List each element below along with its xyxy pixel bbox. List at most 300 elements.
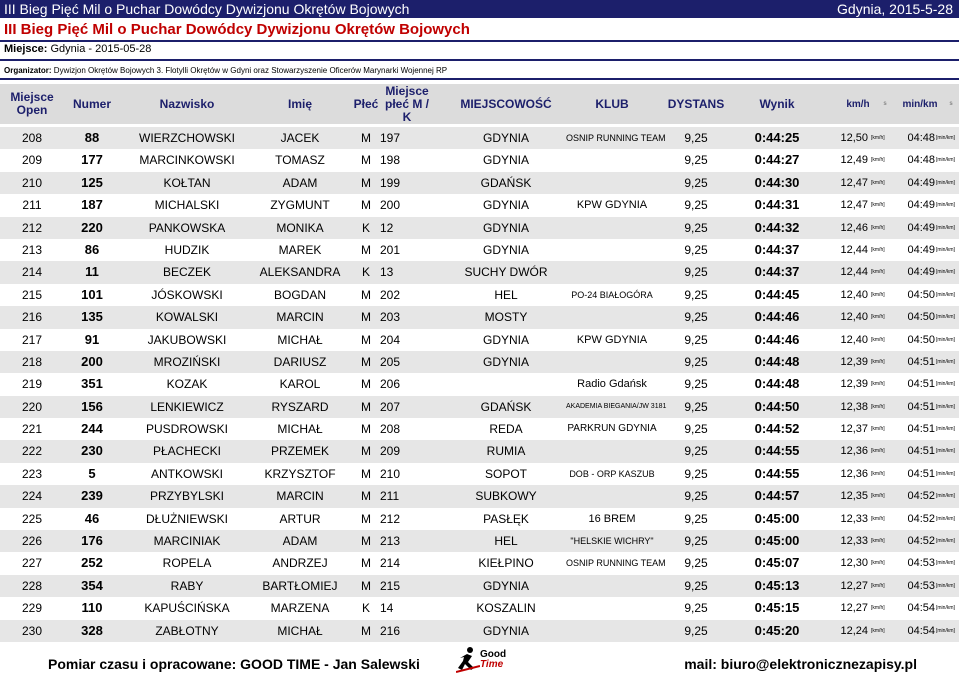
row-surname: ROPELA	[162, 556, 212, 571]
table-row	[0, 172, 959, 194]
row-number: 252	[81, 555, 103, 571]
row-speed: 12,27	[840, 579, 868, 592]
row-pace-unit: [min/km]	[936, 135, 955, 141]
row-city: SUCHY DWÓR	[464, 265, 548, 280]
row-pace: 04:49	[907, 243, 935, 256]
logo-word-good: Good	[480, 649, 507, 660]
organizer-line	[4, 66, 447, 75]
row-distance: 9,25	[684, 265, 708, 280]
table-row	[0, 194, 959, 216]
col-mpk: Miejsce płeć M / K	[384, 83, 429, 124]
row-club: OSNIP RUNNING TEAM	[566, 133, 666, 143]
row-distance: 9,25	[684, 422, 708, 437]
row-gender: K	[361, 265, 370, 280]
row-surname: KOZAK	[166, 377, 208, 392]
row-gender-place: 202	[380, 287, 401, 302]
row-surname: KAPUŚCIŃSKA	[144, 601, 230, 616]
row-surname: PŁACHECKI	[152, 444, 222, 459]
row-speed-unit: [km/h]	[871, 515, 885, 522]
row-distance: 9,25	[684, 354, 708, 369]
row-speed: 12,40	[840, 333, 868, 346]
row-surname: KOWALSKI	[155, 310, 219, 325]
row-distance: 9,25	[684, 377, 708, 392]
row-firstname: ADAM	[282, 175, 318, 190]
row-open: 220	[21, 399, 43, 414]
row-gender-place: 197	[380, 131, 401, 145]
row-surname: KOŁTAN	[163, 175, 211, 190]
table-row	[0, 217, 959, 239]
row-city: HEL	[494, 287, 518, 302]
row-gender-place: 12	[380, 220, 394, 235]
row-speed: 12,33	[840, 535, 868, 548]
row-open: 216	[21, 310, 43, 325]
row-surname: PUSDROWSKI	[145, 422, 228, 437]
top-bar-date: Gdynia, 2015-5-28	[837, 1, 953, 17]
table-row	[0, 440, 959, 462]
row-open: 219	[21, 377, 43, 392]
row-gender-place: 206	[380, 377, 401, 392]
row-club	[566, 485, 658, 507]
row-gender-place: 205	[380, 354, 401, 369]
row-pace-unit: [min/km]	[936, 202, 955, 209]
row-distance: 9,25	[684, 578, 708, 593]
row-result: 0:44:57	[754, 488, 800, 504]
row-speed-unit: [km/h]	[871, 538, 885, 545]
row-number: 200	[81, 353, 103, 369]
row-firstname: MICHAŁ	[277, 332, 323, 347]
row-club	[566, 620, 658, 642]
row-number: 351	[81, 376, 103, 392]
row-open: 224	[21, 489, 43, 504]
row-gender: M	[361, 332, 371, 347]
footer	[0, 640, 959, 676]
row-speed-unit: [km/h]	[871, 358, 885, 365]
row-city: PASŁĘK	[483, 511, 529, 526]
row-firstname: RYSZARD	[271, 399, 329, 414]
row-firstname: KAROL	[279, 377, 321, 392]
row-surname: PRZYBYLSKI	[149, 489, 225, 504]
row-pace: 04:53	[907, 579, 935, 592]
row-pace: 04:49	[907, 221, 935, 234]
row-club: DOB - ORP KASZUB	[569, 468, 655, 479]
row-speed-unit: [km/h]	[871, 202, 885, 209]
row-result: 0:44:48	[754, 376, 800, 392]
row-speed-unit: [km/h]	[871, 627, 885, 634]
row-speed: 12,30	[840, 557, 868, 570]
row-distance: 9,25	[684, 466, 708, 481]
row-distance: 9,25	[684, 489, 708, 504]
row-gender: M	[361, 511, 371, 526]
row-pace-unit: [min/km]	[936, 179, 955, 186]
row-speed-unit: [km/h]	[871, 269, 885, 276]
row-city: REDA	[489, 422, 523, 437]
row-pace-unit: [min/km]	[936, 470, 955, 477]
row-speed-unit: [km/h]	[871, 246, 885, 253]
row-firstname: MARCIN	[276, 310, 324, 325]
row-gender-place: 200	[380, 198, 401, 213]
table-row	[0, 418, 959, 440]
row-gender-place: 208	[380, 422, 401, 437]
row-distance: 9,25	[684, 175, 708, 190]
row-open: 230	[21, 623, 43, 638]
col-numer: Numer	[72, 96, 111, 111]
col-dystans: DYSTANS	[667, 96, 725, 111]
row-club	[566, 261, 658, 283]
row-result: 0:44:50	[754, 398, 800, 414]
row-speed: 12,39	[840, 355, 868, 368]
row-number: 156	[81, 398, 103, 414]
row-club: KPW GDYNIA	[576, 333, 648, 346]
row-surname: PANKOWSKA	[148, 220, 226, 235]
row-gender: M	[361, 578, 371, 593]
row-pace: 04:49	[907, 176, 935, 189]
row-number: 110	[81, 600, 103, 616]
row-pace-unit: [min/km]	[936, 605, 955, 612]
row-firstname: BARTŁOMIEJ	[262, 578, 338, 593]
row-city: SOPOT	[484, 466, 527, 481]
table-row	[0, 485, 959, 507]
row-city: GDYNIA	[482, 578, 529, 593]
runner-icon	[456, 646, 480, 674]
row-result: 0:44:30	[754, 174, 800, 190]
col-minkm: min/km	[902, 98, 938, 110]
row-pace: 04:52	[907, 535, 935, 548]
row-surname: MARCINIAK	[153, 534, 221, 549]
col-open: Miejsce Open	[10, 90, 54, 117]
table-row	[0, 396, 959, 418]
row-speed-unit: [km/h]	[871, 605, 885, 612]
results-table	[0, 127, 959, 642]
row-firstname: PRZEMEK	[270, 444, 329, 459]
row-gender: M	[361, 422, 371, 437]
row-gender-place: 204	[380, 332, 401, 347]
row-city: MOSTY	[484, 310, 528, 325]
row-firstname: ANDRZEJ	[272, 556, 328, 571]
row-open: 225	[21, 511, 43, 526]
row-city: GDYNIA	[482, 623, 529, 638]
row-speed-unit: [km/h]	[871, 314, 885, 321]
row-club	[566, 351, 658, 373]
row-city	[434, 373, 578, 395]
row-surname: MROZIŃSKI	[153, 354, 221, 369]
table-row	[0, 530, 959, 552]
row-speed-unit: [km/h]	[871, 470, 885, 477]
row-surname: MARCINKOWSKI	[139, 153, 235, 168]
col-kmh-unit: s	[883, 100, 887, 107]
row-surname: HUDZIK	[164, 242, 210, 257]
row-pace: 04:48	[907, 132, 935, 144]
row-pace: 04:51	[907, 445, 935, 458]
table-row	[0, 127, 959, 149]
row-firstname: MICHAŁ	[277, 422, 323, 437]
row-firstname: JACEK	[280, 131, 320, 145]
row-number: 176	[81, 533, 103, 549]
row-pace-unit: [min/km]	[936, 582, 955, 589]
row-pace: 04:50	[907, 333, 935, 346]
row-speed: 12,47	[840, 176, 868, 189]
row-pace-unit: [min/km]	[936, 403, 955, 410]
table-row	[0, 284, 959, 306]
row-speed-unit: [km/h]	[871, 448, 885, 455]
row-pace: 04:49	[907, 266, 935, 279]
top-bar-title: III Bieg Pięć Mil o Puchar Dowódcy Dywizjonu Okrętów Bojowych	[4, 1, 410, 17]
col-imie: Imię	[287, 96, 312, 111]
row-open: 214	[21, 265, 43, 280]
row-number: 46	[84, 510, 100, 526]
row-city: KOSZALIN	[476, 601, 536, 616]
row-speed: 12,35	[840, 490, 868, 503]
row-firstname: MARCIN	[276, 489, 324, 504]
row-result: 0:44:32	[754, 219, 800, 235]
row-speed: 12,38	[840, 400, 868, 413]
col-minkm-unit: s	[949, 100, 953, 107]
row-city: KIEŁPINO	[478, 556, 534, 571]
row-gender: M	[361, 444, 371, 459]
row-club	[566, 597, 658, 619]
row-result: 0:44:52	[754, 421, 800, 437]
top-bar	[0, 0, 959, 18]
row-speed: 12,24	[840, 624, 868, 637]
row-gender-place: 198	[380, 153, 401, 168]
place-value: Gdynia - 2015-05-28	[50, 43, 152, 55]
row-speed-unit: [km/h]	[871, 560, 885, 567]
row-speed: 12,27	[840, 602, 868, 615]
row-gender: M	[361, 377, 371, 392]
table-row	[0, 508, 959, 530]
row-result: 0:44:46	[754, 309, 800, 325]
row-club	[566, 440, 658, 462]
table-row	[0, 620, 959, 642]
row-gender-place: 207	[380, 399, 401, 414]
row-gender-place: 210	[380, 466, 401, 481]
row-speed: 12,44	[840, 243, 868, 256]
table-header	[0, 84, 959, 124]
row-number: 239	[81, 488, 103, 504]
row-number: 177	[81, 152, 103, 168]
row-gender-place: 14	[380, 601, 394, 616]
row-result: 0:45:13	[754, 577, 800, 593]
place-label: Miejsce:	[4, 43, 48, 55]
row-number: 244	[81, 421, 103, 437]
row-gender: M	[361, 489, 371, 504]
row-open: 209	[21, 153, 43, 168]
row-distance: 9,25	[684, 220, 708, 235]
row-firstname: DARIUSZ	[273, 354, 327, 369]
row-pace-unit: [min/km]	[936, 291, 955, 298]
row-open: 227	[21, 556, 43, 571]
row-city: GDAŃSK	[480, 175, 532, 190]
row-result: 0:45:15	[754, 600, 800, 616]
row-gender: M	[361, 534, 371, 549]
row-gender: M	[361, 623, 371, 638]
row-distance: 9,25	[684, 198, 708, 213]
row-gender: M	[361, 131, 371, 145]
row-firstname: TOMASZ	[275, 153, 325, 168]
row-gender-place: 214	[380, 556, 401, 571]
row-distance: 9,25	[684, 242, 708, 257]
row-gender-place: 215	[380, 578, 401, 593]
row-gender: K	[361, 601, 370, 616]
row-speed: 12,33	[840, 512, 868, 525]
row-open: 215	[21, 287, 43, 302]
row-club	[566, 239, 658, 261]
row-pace-unit: [min/km]	[936, 381, 955, 388]
row-distance: 9,25	[684, 511, 708, 526]
row-gender: M	[361, 556, 371, 571]
row-city: GDYNIA	[482, 131, 529, 145]
row-surname: ANTKOWSKI	[150, 466, 223, 481]
row-surname: ZABŁOTNY	[155, 623, 219, 638]
table-row	[0, 575, 959, 597]
col-miejscowosc: MIEJSCOWOŚĆ	[460, 96, 552, 111]
row-gender: M	[361, 310, 371, 325]
footer-email: mail: biuro@elektronicznezapisy.pl	[684, 656, 917, 672]
row-speed-unit: [km/h]	[871, 224, 885, 231]
row-firstname: BOGDAN	[273, 287, 326, 302]
row-number: 11	[85, 264, 99, 280]
row-open: 228	[21, 578, 43, 593]
row-pace: 04:51	[907, 378, 935, 391]
row-surname: DŁUŻNIEWSKI	[145, 511, 228, 526]
row-gender-place: 216	[380, 623, 401, 638]
row-number: 101	[81, 286, 103, 302]
row-open: 217	[21, 332, 43, 347]
row-firstname: MICHAŁ	[277, 623, 323, 638]
col-wynik: Wynik	[759, 96, 795, 111]
row-pace-unit: [min/km]	[936, 493, 955, 500]
row-pace: 04:52	[907, 512, 935, 525]
divider	[0, 59, 959, 61]
row-result: 0:44:25	[754, 130, 800, 145]
row-club: AKADEMIA BIEGANIA/JW 3181	[566, 402, 667, 410]
row-pace-unit: [min/km]	[936, 246, 955, 253]
row-pace-unit: [min/km]	[936, 515, 955, 522]
row-gender-place: 203	[380, 310, 401, 325]
row-open: 221	[21, 422, 43, 437]
row-gender: M	[361, 198, 371, 213]
row-gender: M	[361, 399, 371, 414]
row-number: 328	[81, 622, 103, 638]
row-distance: 9,25	[684, 601, 708, 616]
row-firstname: MARZENA	[270, 601, 330, 616]
row-speed-unit: [km/h]	[871, 157, 885, 164]
row-surname: BECZEK	[162, 265, 211, 280]
row-speed: 12,47	[840, 199, 868, 212]
row-open: 218	[21, 354, 43, 369]
row-club	[566, 575, 658, 597]
row-surname: JÓSKOWSKI	[151, 287, 223, 302]
row-pace-unit: [min/km]	[936, 358, 955, 365]
row-pace: 04:52	[907, 490, 935, 503]
row-open: 208	[21, 131, 43, 145]
row-city: GDYNIA	[482, 354, 529, 369]
row-club: PARKRUN GDYNIA	[567, 423, 657, 435]
row-speed: 12,49	[840, 154, 868, 167]
row-club: KPW GDYNIA	[576, 199, 648, 212]
col-plec: Płeć	[353, 96, 379, 111]
row-gender: K	[361, 220, 370, 235]
row-result: 0:44:37	[754, 264, 800, 280]
row-speed: 12,37	[840, 423, 868, 436]
row-pace: 04:49	[907, 199, 935, 212]
row-gender: M	[361, 175, 371, 190]
row-firstname: ZYGMUNT	[270, 198, 330, 213]
row-speed-unit: [km/h]	[871, 291, 885, 298]
row-result: 0:44:55	[754, 443, 800, 459]
row-result: 0:44:46	[754, 331, 800, 347]
row-speed: 12,40	[840, 288, 868, 301]
row-gender-place: 212	[380, 511, 401, 526]
row-city: GDYNIA	[482, 153, 529, 168]
row-pace-unit: [min/km]	[936, 157, 955, 164]
row-speed: 12,46	[840, 221, 868, 234]
row-firstname: ADAM	[282, 534, 318, 549]
row-pace: 04:53	[907, 557, 935, 570]
row-number: 91	[84, 331, 100, 347]
row-distance: 9,25	[684, 310, 708, 325]
event-title: III Bieg Pięć Mil o Puchar Dowódcy Dywizjonu Okrętów Bojowych	[4, 21, 470, 38]
row-club	[566, 149, 658, 171]
row-speed-unit: [km/h]	[871, 135, 885, 141]
row-distance: 9,25	[684, 131, 708, 145]
row-result: 0:45:20	[754, 622, 800, 638]
row-open: 212	[21, 220, 43, 235]
row-city: GDYNIA	[482, 220, 529, 235]
row-club	[566, 172, 658, 194]
row-distance: 9,25	[684, 444, 708, 459]
organizer-label: Organizator:	[4, 66, 52, 75]
row-open: 226	[21, 534, 43, 549]
row-gender: M	[361, 153, 371, 168]
organizer-value: Dywizjon Okrętów Bojowych 3. Flotylli Okrętów w Gdyni oraz Stowarzyszenie Oficerów Marynarki Wojennej RP	[53, 66, 448, 75]
table-row	[0, 149, 959, 171]
row-speed-unit: [km/h]	[871, 336, 885, 343]
row-firstname: MAREK	[278, 242, 322, 257]
row-gender-place: 199	[380, 175, 401, 190]
row-distance: 9,25	[684, 534, 708, 549]
row-number: 220	[81, 219, 103, 235]
row-number: 354	[81, 577, 103, 593]
row-gender-place: 211	[380, 489, 400, 504]
row-pace: 04:50	[907, 288, 935, 301]
row-club: "HELSKIE WICHRY"	[570, 536, 654, 547]
table-row	[0, 306, 959, 328]
row-speed-unit: [km/h]	[871, 381, 885, 388]
row-result: 0:44:45	[754, 286, 800, 302]
row-gender: M	[361, 242, 371, 257]
row-gender-place: 201	[380, 242, 401, 257]
row-city: GDYNIA	[482, 242, 529, 257]
row-speed-unit: [km/h]	[871, 582, 885, 589]
row-result: 0:44:37	[754, 241, 800, 257]
row-city: SUBKOWY	[475, 489, 537, 504]
row-number: 125	[81, 174, 103, 190]
divider	[0, 78, 959, 80]
row-club: 16 BREM	[588, 512, 636, 525]
row-number: 5	[88, 465, 96, 481]
row-firstname: KRZYSZTOF	[264, 466, 336, 481]
col-kmh: km/h	[846, 98, 870, 110]
row-pace: 04:51	[907, 423, 935, 436]
row-surname: MICHALSKI	[154, 198, 220, 213]
footer-timing: Pomiar czasu i opracowane: GOOD TIME - Jan Salewski	[48, 656, 420, 672]
row-pace-unit: [min/km]	[936, 538, 955, 545]
row-open: 213	[21, 242, 43, 257]
row-pace-unit: [min/km]	[936, 224, 955, 231]
row-firstname: MONIKA	[276, 220, 324, 235]
row-number: 135	[81, 309, 103, 325]
row-speed-unit: [km/h]	[871, 426, 885, 433]
